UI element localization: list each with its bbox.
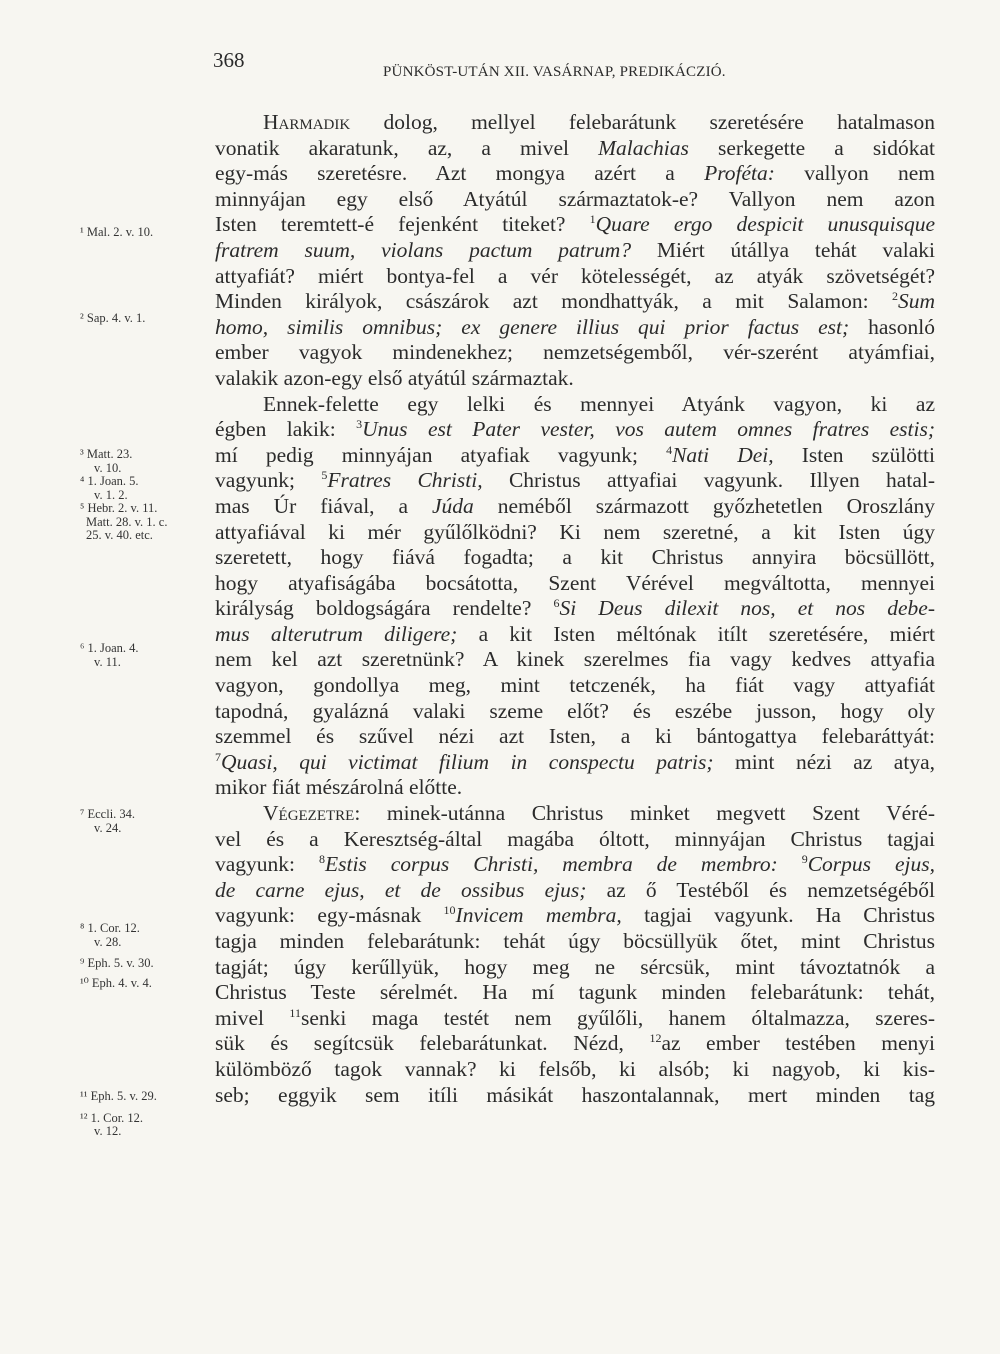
text-line: vagyunk: egy-másnak $^{10}$Invicem membra, tagjai vagyunk. Ha Christus bbox=[215, 903, 935, 928]
margin-note-line: v. 11. bbox=[94, 654, 121, 669]
text-line: mikor fiát mészárolná előtte. bbox=[215, 775, 463, 800]
text-line: tagját; úgy kerűllyük, hogy meg ne sércsük, mint távoztatnók a bbox=[215, 954, 935, 979]
text-line: tapodná, gyalázná valaki szeme előt? és eszébe jusson, hogy oly bbox=[215, 698, 935, 723]
text-line: királyság boldogságára rendelte? $^6$Si Deus dilexit nos, et nos debe- bbox=[215, 596, 936, 621]
text-line: szemmel és szűvel nézi azt Isten, a ki bántogattya felebaráttyát: bbox=[215, 724, 935, 749]
text-line: mivel $^{11}$senki maga testét nem gyűlőli, hanem óltalmazza, szeres- bbox=[215, 1005, 935, 1030]
margin-note-line: ¹⁰ Eph. 4. v. 4. bbox=[80, 976, 152, 990]
margin-note-line: ⁷ Eccli. 34. bbox=[80, 807, 136, 821]
text-line: tagja minden felebarátunk: tehát úgy böcsüllyük őtet, mint Christus bbox=[215, 929, 935, 953]
text-line: de carne ejus, et de ossibus ejus; az ő Testéből és nemzetségéből bbox=[215, 877, 936, 902]
text-line: vagyunk; $^5$Fratres Christi, Christus attyafiai vagyunk. Illyen hatal- bbox=[215, 468, 935, 493]
margin-note-line: Matt. 28. v. 1. c. bbox=[86, 514, 168, 529]
text-line: vagyunk: $^8$Estis corpus Christi, membra de membro: $^9$Corpus ejus, bbox=[215, 852, 935, 877]
margin-note bbox=[80, 1090, 208, 1139]
text-line: homo, similis omnibus; ex genere illius qui prior factus est; hasonló bbox=[215, 314, 935, 339]
margin-note-line: ² Sap. 4. v. 1. bbox=[80, 311, 146, 325]
text-line: Minden királyok, császárok azt mondhattyák, a mit Salamon: $^2$Sum bbox=[215, 289, 935, 314]
margin-note bbox=[80, 957, 208, 971]
margin-note-line: ⁴ 1. Joan. 5. bbox=[80, 474, 139, 488]
text-line: mas Úr fiával, a Júda neméből származott győzhetetlen Oroszlány bbox=[215, 493, 935, 518]
text-line: külömböző tagok vannak? ki felsőb, ki alsób; ki nagyob, ki kis- bbox=[215, 1056, 935, 1081]
margin-note-line: v. 1. 2. bbox=[94, 487, 128, 502]
margin-note-line: ⁵ Hebr. 2. v. 11. bbox=[80, 501, 158, 515]
running-title: PÜNKÖST-UTÁN XII. VASÁRNAP, PREDIKÁCZIÓ. bbox=[383, 64, 726, 80]
text-line: Végezetre: minek-utánna Christus minket megvett Szent Véré- bbox=[263, 801, 935, 826]
text-line: hogy atyafiságába bocsátotta, Szent Vérével megváltotta, mennyei bbox=[215, 570, 935, 595]
text-line: vel és a Keresztség-által magába óltott, minnyájan Christus tagjai bbox=[215, 826, 935, 851]
text-line: mí pedig minnyájan atyafiak vagyunk; $^4$Nati Dei, Isten szülötti bbox=[215, 442, 935, 467]
text-line: egy-más szeretésre. Azt mongya azért a Proféta: vallyon nem bbox=[215, 161, 935, 186]
margin-note-line: ¹ Mal. 2. v. 10. bbox=[80, 225, 154, 239]
margin-note-line: v. 10. bbox=[94, 460, 122, 475]
text-line: valakik azon-egy első atyátúl származtak. bbox=[215, 365, 574, 390]
text-line: mus alterutrum diligere; a kit Isten méltónak itílt szeretésére, miért bbox=[215, 621, 935, 646]
margin-note bbox=[80, 977, 208, 991]
text-line: fratrem suum, violans pactum patrum? Miért útállya tehát valaki bbox=[215, 237, 935, 262]
margin-note-line: ⁶ 1. Joan. 4. bbox=[80, 641, 139, 655]
margin-note bbox=[80, 642, 208, 669]
text-line: Isten teremtett-é fejenként titeket? $^1$Quare ergo despicit unusquisque bbox=[215, 212, 936, 237]
margin-note bbox=[80, 312, 208, 326]
text-line: nem kel azt szeretnünk? A kinek szerelmes fia vagy kedves attyafia bbox=[215, 647, 935, 672]
margin-note-line: v. 24. bbox=[94, 820, 122, 835]
text-line: attyafiával ki mér gyűlőlködni? Ki nem szeretné, a kit Isten úgy bbox=[215, 519, 935, 544]
text-line: vagyon, gondollya meg, mint tetczenék, ha fiát vagy attyafiát bbox=[215, 673, 935, 698]
margin-note-line: ³ Matt. 23. bbox=[80, 447, 133, 461]
text-line: égben lakik: $^3$Unus est Pater vester, vos autem omnes fratres estis; bbox=[215, 417, 935, 442]
text-line: seb; eggyik sem itíli másikát haszontalannak, mert minden tag bbox=[215, 1082, 935, 1107]
margin-note-line: ⁹ Eph. 5. v. 30. bbox=[80, 956, 154, 970]
text-line: attyafiát? miért bontya-fel a vér kötelességét, az atyák szövetségét? bbox=[215, 263, 935, 288]
body-text bbox=[215, 110, 935, 1108]
text-line: Harmadik dolog, mellyel felebarátunk szeretésére hatalmason bbox=[263, 110, 935, 134]
text-line: Ennek-felette egy lelki és mennyei Atyánk vagyon, ki az bbox=[263, 391, 935, 416]
margin-note-line: 25. v. 40. etc. bbox=[86, 528, 153, 542]
margin-note bbox=[80, 922, 208, 949]
text-line: sük és segítcsük felebarátunkat. Nézd, $^{12}$az ember testében menyi bbox=[215, 1031, 935, 1056]
margin-note bbox=[80, 808, 208, 835]
margin-note-line: v. 28. bbox=[94, 934, 122, 949]
text-line: ember vagyok mindenekhez; nemzetségemből, vér-szerént atyámfiai, bbox=[215, 340, 935, 365]
margin-note-line: ⁸ 1. Cor. 12. bbox=[80, 921, 140, 935]
text-line: szeretett, hogy fiává fogadta; a kit Christus annyira böcsüllött, bbox=[215, 545, 935, 570]
margin-note-line: ¹² 1. Cor. 12. bbox=[80, 1110, 144, 1125]
text-line: minnyájan egy első Atyátúl származtatok-e? Vallyon nem azon bbox=[215, 186, 935, 211]
page-header bbox=[0, 48, 1000, 88]
margin-note bbox=[80, 448, 208, 543]
margin-note bbox=[80, 226, 208, 240]
page-number: 368 bbox=[213, 48, 245, 72]
margin-note-line: v. 12. bbox=[94, 1124, 122, 1138]
text-line: $^7$Quasi, qui victimat filium in conspectu patris; mint nézi az atya, bbox=[215, 749, 935, 774]
text-line: vonatik akaratunk, az, a mivel Malachias serkegette a sidókat bbox=[215, 135, 935, 160]
margin-note-line: ¹¹ Eph. 5. v. 29. bbox=[80, 1089, 157, 1103]
text-line: Christus Teste sérelmét. Ha mí tagunk minden felebarátunk: tehát, bbox=[215, 980, 935, 1005]
